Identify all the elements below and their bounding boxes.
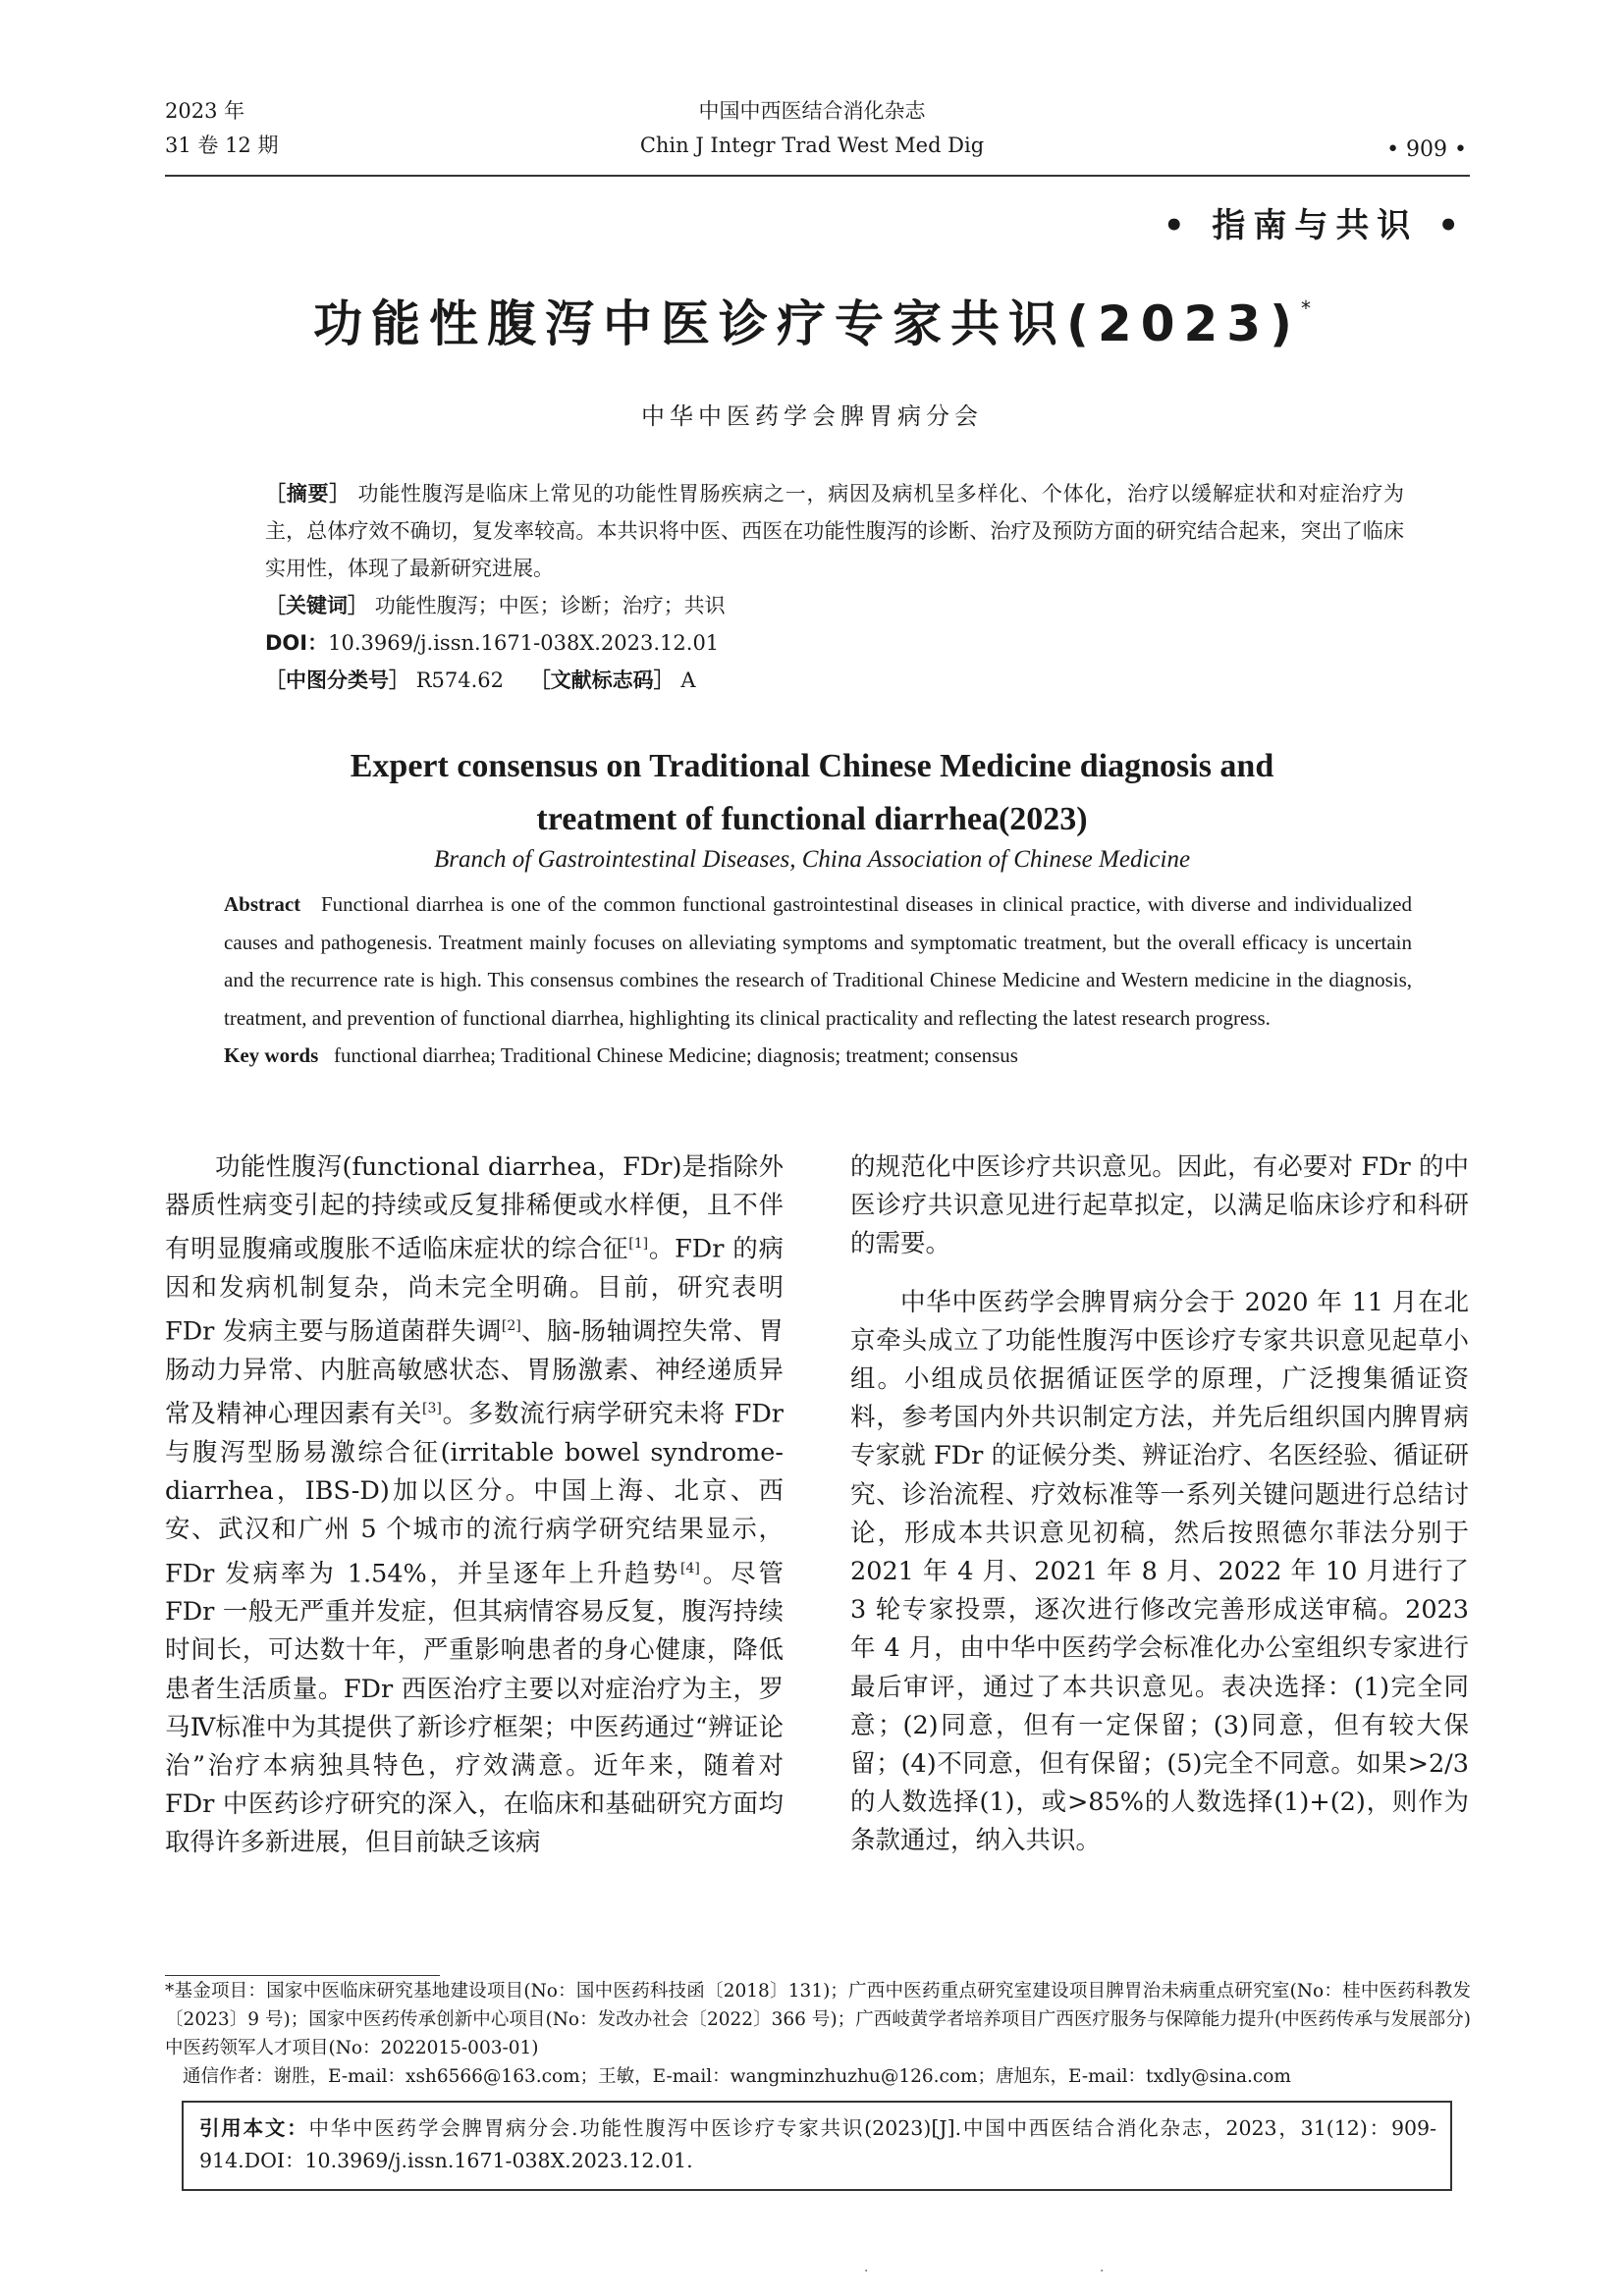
clc-value: R574.62 [415,668,504,692]
journal-name [0,94,1624,163]
abstract-en-label: Abstract [224,892,301,916]
abstract-cn-paragraph [265,475,1404,587]
body-column-left [165,1148,784,1863]
reference-1[interactable]: [1] [628,1236,649,1253]
english-author: Branch of Gastrointestinal Diseases, China Association of Chinese Medicine [433,846,1191,873]
doi-label: DOI： [265,631,329,655]
english-title-line1: Expert consensus on Traditional Chinese Medicine diagnosis and [350,748,1274,784]
keywords-text: 功能性腹泻；中医；诊断；治疗；共识 [374,594,726,617]
issue-volume: 31 卷 12 期 [165,133,279,157]
body-text: 功能性腹泻(functional diarrhea，FDr)是指除外器质性病变引起的持续或反复排稀便或水样便，且不伴有明显腹痛或腹胀不适临床症状的综合征 [165,1152,784,1264]
article-title-text: 功能性腹泻中医诊疗专家共识(2023) [313,295,1301,352]
english-title [0,740,1624,846]
keywords-label: ［关键词］ [265,594,368,617]
author-line: 中华中医药学会脾胃病分会 [641,402,983,430]
body-text: 。多数流行病学研究未将 FDr 与腹泻型肠易激综合征(irritable bowel syndrome-diarrhea，IBS-D)加以区分。中国上海、北京、西安、武汉和广州 5 个城市的流行病学研究结果显示，FDr 发病率为 1.54%，并呈逐年上升趋势 [165,1399,784,1589]
abstract-label: ［摘要］ [265,482,352,506]
page-bottom-mark: · [864,2264,869,2279]
footnotes [165,1977,1471,2091]
header-divider [165,175,1470,177]
section-tag: • 指南与共识 • [1163,206,1467,245]
title-footnote-mark: * [1300,296,1311,320]
citation-box [182,2101,1452,2191]
doc-code-value: A [680,668,696,692]
doi-line [265,624,1404,662]
body-column-right [850,1148,1469,1861]
body-text: 。尽管 FDr 一般无严重并发症，但其病情容易反复，腹泻持续时间长，可达数十年，严重影响患者的身心健康，降低患者生活质量。FDr 西医治疗主要以对症治疗为主，罗马Ⅳ标准中为其提供了新诊疗框架；中医药通过“辨证论治”治疗本病独具特色，疗效满意。近年来，随着对 FDr 中医药诊疗研究的深入，在临床和基础研究方面均取得许多新进展，但目前缺乏该病 [165,1559,784,1858]
page-bottom-mark: · [1100,2264,1105,2279]
article-title [0,285,1624,355]
citation-paragraph [184,2103,1450,2177]
abstract-en-paragraph [224,885,1412,1037]
footnote-divider [165,1975,440,1976]
funding-note: *基金项目：国家中医临床研究基地建设项目(No：国中医药科技函〔2018〕131)；广西中医药重点研究室建设项目脾胃治未病重点研究室(No：桂中医药科教发〔2023〕9 号)；国家中医药传承创新中心项目(No：发改办社会〔2022〕366 号)；广西岐黄学者培养项目广西医疗服务与保障能力提升(中医药传承与发展部分)中医药领军人才项目(No：2022015-003-01) [165,1981,1471,2058]
doc-code-label: ［文献标志码］ [529,668,675,692]
body-paragraph-2: 中华中医药学会脾胃病分会于 2020 年 11 月在北京牵头成立了功能性腹泻中医诊疗专家共识意见起草小组。小组成员依据循证医学的原理，广泛搜集循证资料，参考国内外共识制定方法，并先后组织国内脾胃病专家就 FDr 的证候分类、辨证治疗、名医经验、循证研究、诊治流程、疗效标准等一系列关键问题进行总结讨论，形成本共识意见初稿，然后按照德尔菲法分别于 2021 年 4 月、2021 年 8 月、2022 年 10 月进行了 3 轮专家投票，逐次进行修改完善形成送审稿。2023 年 4 月，由中华中医药学会标准化办公室组织专家进行最后审评，通过了本共识意见。表决选择：(1)完全同意；(2)同意，但有一定保留；(3)同意，但有较大保留；(4)不同意，但有保留；(5)完全不同意。如果>2/3 的人数选择(1)，或>85%的人数选择(1)+(2)，则作为条款通过，纳入共识。 [850,1287,1469,1856]
body-paragraph-1 [165,1148,784,1863]
english-title-line2: treatment of functional diarrhea(2023) [536,801,1088,837]
body-text: 、脑-肠轴调控失常、胃肠动力异常、内脏高敏感状态、胃肠激素、神经递质异常及精神心理因素有关 [165,1316,784,1429]
reference-4[interactable]: [4] [680,1560,700,1576]
keywords-cn [265,587,1404,624]
doi-value: 10.3969/j.issn.1671-038X.2023.12.01 [328,631,720,655]
issue-year: 2023 年 [165,99,245,123]
citation-text: 中华中医药学会脾胃病分会.功能性腹泻中医诊疗专家共识(2023)[J].中国中西医结合消化杂志，2023，31(12)：909-914.DOI：10.3969/j.issn.1671-038X.2023.12.01. [199,2116,1436,2172]
abstract-cn [265,475,1404,699]
journal-name-cn: 中国中西医结合消化杂志 [698,99,926,123]
body-paragraph-1-continued: 的规范化中医诊疗共识意见。因此，有必要对 FDr 的中医诊疗共识意见进行起草拟定，以满足临床诊疗和科研的需要。 [850,1152,1469,1259]
reference-2[interactable]: [2] [501,1318,521,1335]
abstract-en [224,885,1412,1075]
reference-3[interactable]: [3] [422,1401,442,1417]
page-number: • 909 • [1386,137,1467,162]
body-text: 。FDr 的病因和发病机制复杂，尚未完全明确。目前，研究表明 FDr 发病主要与肠道菌群失调 [165,1234,784,1347]
abstract-en-text: Functional diarrhea is one of the common functional gastrointestinal diseases in clinical practice, with diverse and individualized causes and pathogenesis. Treatment mainly focuses on alleviating symptoms and symptomatic treatment, but the overall efficacy is uncertain and the recurrence rate is high. This consensus combines the research of Traditional Chinese Medicine and Western medicine in the diagnosis, treatment, and prevention of functional diarrhea, highlighting its clinical practicality and reflecting the latest research progress. [224,892,1412,1030]
keywords-en-text: functional diarrhea; Traditional Chinese Medicine; diagnosis; treatment; consensus [334,1043,1018,1067]
clc-label: ［中图分类号］ [265,668,409,692]
keywords-en [224,1037,1412,1075]
corresponding-authors: 通信作者：谢胜，E-mail：xsh6566@163.com；王敏，E-mail：wangminzhuzhu@126.com；唐旭东，E-mail：txdly@sina.com [183,2066,1291,2087]
keywords-en-label: Key words [224,1043,319,1067]
abstract-text: 功能性腹泻是临床上常见的功能性胃肠疾病之一，病因及病机呈多样化、个体化，治疗以缓解症状和对症治疗为主，总体疗效不确切，复发率较高。本共识将中医、西医在功能性腹泻的诊断、治疗及预防方面的研究结合起来，突出了临床实用性，体现了最新研究进展。 [265,482,1404,580]
classification-line [265,662,1404,699]
citation-label: 引用本文： [199,2116,309,2140]
journal-name-en: Chin J Integr Trad West Med Dig [639,133,985,157]
